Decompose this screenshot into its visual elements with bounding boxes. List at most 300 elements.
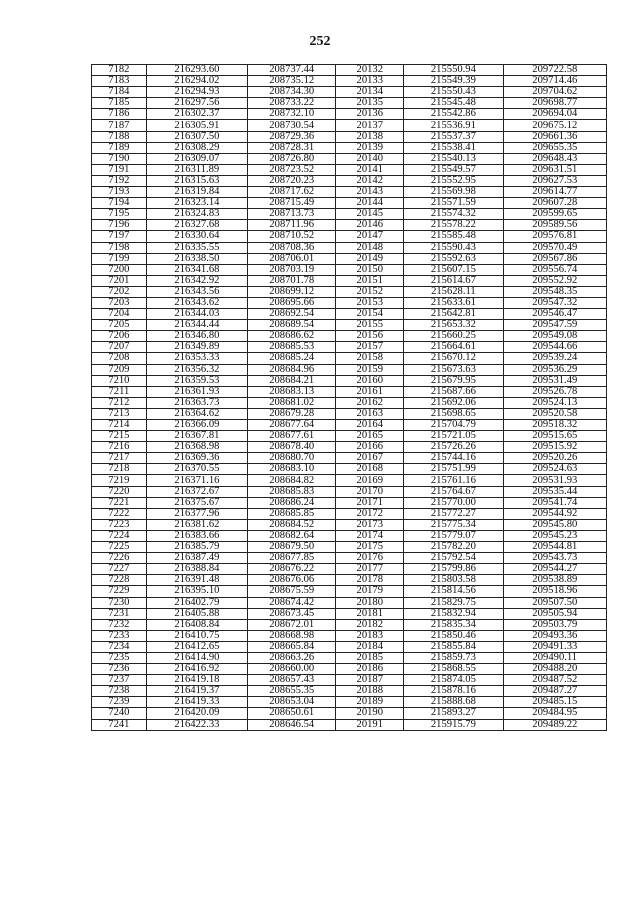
cell-y-coord-right: 209589.56 xyxy=(503,220,606,231)
cell-point-id-left: 7240 xyxy=(92,708,147,719)
table-row xyxy=(92,231,607,242)
table-row xyxy=(92,530,607,541)
cell-point-id-right: 20190 xyxy=(336,708,404,719)
table-row xyxy=(92,198,607,209)
cell-x-coord-right: 215698.65 xyxy=(404,408,503,419)
cell-x-coord-right: 215590.43 xyxy=(404,242,503,253)
cell-point-id-left: 7214 xyxy=(92,420,147,431)
cell-x-coord-right: 215607.15 xyxy=(404,264,503,275)
cell-x-coord-right: 215726.26 xyxy=(404,442,503,453)
cell-y-coord-right: 209614.77 xyxy=(503,187,606,198)
cell-x-coord-left: 216338.50 xyxy=(146,253,247,264)
cell-y-coord-left: 208676.22 xyxy=(248,564,336,575)
cell-y-coord-left: 208681.02 xyxy=(248,397,336,408)
cell-y-coord-left: 208723.52 xyxy=(248,164,336,175)
cell-x-coord-right: 215642.81 xyxy=(404,309,503,320)
cell-x-coord-left: 216419.37 xyxy=(146,686,247,697)
cell-point-id-left: 7229 xyxy=(92,586,147,597)
cell-y-coord-right: 209545.80 xyxy=(503,519,606,530)
cell-y-coord-right: 209526.78 xyxy=(503,386,606,397)
cell-point-id-left: 7207 xyxy=(92,342,147,353)
cell-point-id-right: 20179 xyxy=(336,586,404,597)
cell-x-coord-left: 216366.09 xyxy=(146,420,247,431)
cell-x-coord-left: 216402.79 xyxy=(146,597,247,608)
cell-point-id-right: 20163 xyxy=(336,408,404,419)
cell-y-coord-right: 209631.51 xyxy=(503,164,606,175)
cell-x-coord-left: 216419.18 xyxy=(146,675,247,686)
table-row xyxy=(92,608,607,619)
cell-y-coord-right: 209567.86 xyxy=(503,253,606,264)
cell-point-id-right: 20132 xyxy=(336,65,404,76)
cell-x-coord-right: 215835.34 xyxy=(404,619,503,630)
cell-point-id-left: 7202 xyxy=(92,286,147,297)
cell-y-coord-left: 208734.30 xyxy=(248,87,336,98)
cell-point-id-left: 7231 xyxy=(92,608,147,619)
table-row xyxy=(92,619,607,630)
cell-x-coord-left: 216327.68 xyxy=(146,220,247,231)
table-row xyxy=(92,630,607,641)
cell-x-coord-left: 216410.75 xyxy=(146,630,247,641)
cell-point-id-right: 20174 xyxy=(336,530,404,541)
cell-y-coord-right: 209545.23 xyxy=(503,530,606,541)
cell-point-id-right: 20183 xyxy=(336,630,404,641)
cell-point-id-right: 20153 xyxy=(336,297,404,308)
cell-y-coord-left: 208683.13 xyxy=(248,386,336,397)
cell-x-coord-left: 216375.67 xyxy=(146,497,247,508)
cell-x-coord-right: 215540.13 xyxy=(404,153,503,164)
cell-y-coord-left: 208668.98 xyxy=(248,630,336,641)
table-row xyxy=(92,597,607,608)
cell-point-id-left: 7209 xyxy=(92,364,147,375)
table-row xyxy=(92,120,607,131)
cell-x-coord-left: 216344.03 xyxy=(146,309,247,320)
cell-x-coord-right: 215792.54 xyxy=(404,553,503,564)
table-row xyxy=(92,586,607,597)
cell-x-coord-left: 216391.48 xyxy=(146,575,247,586)
cell-y-coord-right: 209698.77 xyxy=(503,98,606,109)
cell-point-id-left: 7234 xyxy=(92,641,147,652)
cell-point-id-right: 20157 xyxy=(336,342,404,353)
cell-point-id-left: 7189 xyxy=(92,142,147,153)
table-row xyxy=(92,342,607,353)
cell-point-id-left: 7197 xyxy=(92,231,147,242)
cell-y-coord-right: 209547.59 xyxy=(503,320,606,331)
cell-point-id-left: 7196 xyxy=(92,220,147,231)
cell-y-coord-right: 209490.11 xyxy=(503,652,606,663)
cell-x-coord-right: 215878.16 xyxy=(404,686,503,697)
table-row xyxy=(92,353,607,364)
cell-x-coord-right: 215888.68 xyxy=(404,697,503,708)
cell-x-coord-right: 215803.58 xyxy=(404,575,503,586)
cell-x-coord-right: 215664.61 xyxy=(404,342,503,353)
cell-y-coord-left: 208674.42 xyxy=(248,597,336,608)
cell-x-coord-right: 215772.27 xyxy=(404,508,503,519)
cell-x-coord-left: 216383.66 xyxy=(146,530,247,541)
cell-point-id-left: 7216 xyxy=(92,442,147,453)
cell-point-id-right: 20176 xyxy=(336,553,404,564)
cell-y-coord-left: 208673.45 xyxy=(248,608,336,619)
cell-point-id-right: 20147 xyxy=(336,231,404,242)
cell-point-id-left: 7201 xyxy=(92,275,147,286)
cell-point-id-right: 20169 xyxy=(336,475,404,486)
cell-y-coord-left: 208679.50 xyxy=(248,542,336,553)
cell-x-coord-right: 215660.25 xyxy=(404,331,503,342)
cell-x-coord-left: 216308.29 xyxy=(146,142,247,153)
cell-point-id-left: 7208 xyxy=(92,353,147,364)
cell-point-id-left: 7186 xyxy=(92,109,147,120)
cell-x-coord-right: 215859.73 xyxy=(404,652,503,663)
table-row xyxy=(92,275,607,286)
cell-x-coord-left: 216361.93 xyxy=(146,386,247,397)
cell-point-id-right: 20175 xyxy=(336,542,404,553)
cell-y-coord-left: 208708.36 xyxy=(248,242,336,253)
cell-point-id-right: 20159 xyxy=(336,364,404,375)
cell-x-coord-left: 216319.84 xyxy=(146,187,247,198)
cell-y-coord-right: 209627.53 xyxy=(503,175,606,186)
cell-point-id-right: 20168 xyxy=(336,464,404,475)
cell-x-coord-left: 216420.09 xyxy=(146,708,247,719)
cell-x-coord-right: 215868.55 xyxy=(404,664,503,675)
cell-point-id-right: 20144 xyxy=(336,198,404,209)
cell-point-id-right: 20165 xyxy=(336,431,404,442)
table-row xyxy=(92,264,607,275)
cell-x-coord-left: 216305.91 xyxy=(146,120,247,131)
table-row xyxy=(92,431,607,442)
cell-y-coord-right: 209556.74 xyxy=(503,264,606,275)
cell-x-coord-right: 215550.43 xyxy=(404,87,503,98)
cell-point-id-left: 7217 xyxy=(92,453,147,464)
cell-y-coord-right: 209570.49 xyxy=(503,242,606,253)
cell-point-id-right: 20142 xyxy=(336,175,404,186)
cell-y-coord-right: 209547.32 xyxy=(503,297,606,308)
cell-x-coord-right: 215542.86 xyxy=(404,109,503,120)
cell-y-coord-right: 209535.44 xyxy=(503,486,606,497)
cell-y-coord-right: 209493.36 xyxy=(503,630,606,641)
table-row xyxy=(92,553,607,564)
cell-y-coord-right: 209487.27 xyxy=(503,686,606,697)
cell-point-id-right: 20178 xyxy=(336,575,404,586)
cell-x-coord-right: 215751.99 xyxy=(404,464,503,475)
table-row xyxy=(92,65,607,76)
cell-x-coord-left: 216344.44 xyxy=(146,320,247,331)
cell-x-coord-left: 216371.16 xyxy=(146,475,247,486)
coordinate-table xyxy=(91,64,607,731)
cell-x-coord-right: 215814.56 xyxy=(404,586,503,597)
table-body xyxy=(92,65,607,731)
cell-y-coord-right: 209524.63 xyxy=(503,464,606,475)
cell-point-id-left: 7195 xyxy=(92,209,147,220)
cell-x-coord-left: 216387.49 xyxy=(146,553,247,564)
cell-y-coord-left: 208711.96 xyxy=(248,220,336,231)
table-row xyxy=(92,131,607,142)
cell-y-coord-left: 208717.62 xyxy=(248,187,336,198)
cell-point-id-right: 20148 xyxy=(336,242,404,253)
cell-x-coord-right: 215764.67 xyxy=(404,486,503,497)
cell-point-id-left: 7239 xyxy=(92,697,147,708)
table-row xyxy=(92,220,607,231)
cell-x-coord-right: 215571.59 xyxy=(404,198,503,209)
cell-point-id-right: 20167 xyxy=(336,453,404,464)
cell-point-id-right: 20171 xyxy=(336,497,404,508)
cell-y-coord-left: 208683.10 xyxy=(248,464,336,475)
cell-point-id-right: 20151 xyxy=(336,275,404,286)
cell-x-coord-right: 215578.22 xyxy=(404,220,503,231)
cell-x-coord-left: 216422.33 xyxy=(146,719,247,730)
cell-y-coord-left: 208684.96 xyxy=(248,364,336,375)
cell-point-id-left: 7241 xyxy=(92,719,147,730)
cell-point-id-left: 7220 xyxy=(92,486,147,497)
cell-y-coord-left: 208703.19 xyxy=(248,264,336,275)
table-row xyxy=(92,320,607,331)
cell-point-id-left: 7224 xyxy=(92,530,147,541)
cell-y-coord-right: 209491.33 xyxy=(503,641,606,652)
table-row xyxy=(92,331,607,342)
cell-x-coord-left: 216346.80 xyxy=(146,331,247,342)
cell-x-coord-right: 215628.11 xyxy=(404,286,503,297)
cell-y-coord-left: 208677.85 xyxy=(248,553,336,564)
cell-point-id-left: 7184 xyxy=(92,87,147,98)
cell-point-id-left: 7203 xyxy=(92,297,147,308)
cell-point-id-right: 20138 xyxy=(336,131,404,142)
cell-point-id-left: 7210 xyxy=(92,375,147,386)
table-row xyxy=(92,664,607,675)
cell-point-id-left: 7225 xyxy=(92,542,147,553)
table-row xyxy=(92,364,607,375)
cell-y-coord-right: 209544.66 xyxy=(503,342,606,353)
cell-point-id-left: 7193 xyxy=(92,187,147,198)
table-row xyxy=(92,575,607,586)
cell-point-id-right: 20181 xyxy=(336,608,404,619)
cell-x-coord-right: 215832.94 xyxy=(404,608,503,619)
cell-point-id-right: 20187 xyxy=(336,675,404,686)
cell-point-id-left: 7226 xyxy=(92,553,147,564)
table-row xyxy=(92,497,607,508)
cell-point-id-left: 7211 xyxy=(92,386,147,397)
cell-y-coord-left: 208682.64 xyxy=(248,530,336,541)
cell-x-coord-right: 215670.12 xyxy=(404,353,503,364)
cell-y-coord-right: 209503.79 xyxy=(503,619,606,630)
cell-x-coord-left: 216335.55 xyxy=(146,242,247,253)
cell-y-coord-right: 209541.74 xyxy=(503,497,606,508)
cell-x-coord-right: 215585.48 xyxy=(404,231,503,242)
cell-y-coord-left: 208685.24 xyxy=(248,353,336,364)
cell-point-id-right: 20143 xyxy=(336,187,404,198)
cell-x-coord-left: 216297.56 xyxy=(146,98,247,109)
cell-y-coord-right: 209520.58 xyxy=(503,408,606,419)
cell-point-id-left: 7192 xyxy=(92,175,147,186)
cell-y-coord-right: 209518.96 xyxy=(503,586,606,597)
table-row xyxy=(92,420,607,431)
cell-point-id-left: 7183 xyxy=(92,76,147,87)
cell-point-id-left: 7228 xyxy=(92,575,147,586)
cell-y-coord-left: 208679.28 xyxy=(248,408,336,419)
cell-y-coord-left: 208737.44 xyxy=(248,65,336,76)
cell-y-coord-right: 209485.15 xyxy=(503,697,606,708)
cell-y-coord-left: 208735.12 xyxy=(248,76,336,87)
cell-point-id-left: 7190 xyxy=(92,153,147,164)
cell-x-coord-right: 215537.37 xyxy=(404,131,503,142)
cell-point-id-right: 20137 xyxy=(336,120,404,131)
cell-point-id-right: 20146 xyxy=(336,220,404,231)
cell-y-coord-left: 208684.52 xyxy=(248,519,336,530)
cell-point-id-left: 7194 xyxy=(92,198,147,209)
cell-x-coord-right: 215744.16 xyxy=(404,453,503,464)
cell-y-coord-right: 209661.36 xyxy=(503,131,606,142)
cell-y-coord-left: 208730.54 xyxy=(248,120,336,131)
cell-x-coord-right: 215574.32 xyxy=(404,209,503,220)
table-row xyxy=(92,652,607,663)
cell-point-id-left: 7237 xyxy=(92,675,147,686)
table-row xyxy=(92,153,607,164)
cell-x-coord-left: 216408.84 xyxy=(146,619,247,630)
cell-x-coord-left: 216419.33 xyxy=(146,697,247,708)
cell-x-coord-left: 216294.93 xyxy=(146,87,247,98)
cell-point-id-right: 20154 xyxy=(336,309,404,320)
cell-y-coord-left: 208657.43 xyxy=(248,675,336,686)
cell-x-coord-left: 216377.96 xyxy=(146,508,247,519)
cell-y-coord-left: 208692.54 xyxy=(248,309,336,320)
cell-y-coord-left: 208684.82 xyxy=(248,475,336,486)
cell-x-coord-left: 216395.10 xyxy=(146,586,247,597)
table-row xyxy=(92,175,607,186)
table-row xyxy=(92,508,607,519)
cell-y-coord-right: 209704.62 xyxy=(503,87,606,98)
cell-y-coord-right: 209515.92 xyxy=(503,442,606,453)
cell-y-coord-left: 208695.66 xyxy=(248,297,336,308)
table-row xyxy=(92,697,607,708)
cell-y-coord-left: 208710.52 xyxy=(248,231,336,242)
cell-y-coord-right: 209484.95 xyxy=(503,708,606,719)
table-row xyxy=(92,242,607,253)
cell-y-coord-left: 208733.22 xyxy=(248,98,336,109)
cell-point-id-right: 20188 xyxy=(336,686,404,697)
cell-x-coord-left: 216343.56 xyxy=(146,286,247,297)
cell-point-id-left: 7205 xyxy=(92,320,147,331)
cell-x-coord-left: 216388.84 xyxy=(146,564,247,575)
cell-point-id-left: 7230 xyxy=(92,597,147,608)
cell-point-id-left: 7200 xyxy=(92,264,147,275)
cell-y-coord-left: 208699.12 xyxy=(248,286,336,297)
cell-point-id-left: 7182 xyxy=(92,65,147,76)
cell-point-id-right: 20161 xyxy=(336,386,404,397)
cell-point-id-left: 7187 xyxy=(92,120,147,131)
cell-x-coord-left: 216368.98 xyxy=(146,442,247,453)
table-row xyxy=(92,464,607,475)
cell-y-coord-left: 208701.78 xyxy=(248,275,336,286)
cell-point-id-right: 20166 xyxy=(336,442,404,453)
cell-point-id-left: 7223 xyxy=(92,519,147,530)
cell-y-coord-left: 208728.31 xyxy=(248,142,336,153)
table-row xyxy=(92,564,607,575)
cell-y-coord-right: 209531.93 xyxy=(503,475,606,486)
cell-x-coord-right: 215687.66 xyxy=(404,386,503,397)
cell-point-id-right: 20182 xyxy=(336,619,404,630)
cell-point-id-right: 20173 xyxy=(336,519,404,530)
cell-point-id-left: 7198 xyxy=(92,242,147,253)
cell-y-coord-left: 208720.23 xyxy=(248,175,336,186)
cell-y-coord-left: 208686.24 xyxy=(248,497,336,508)
table-row xyxy=(92,408,607,419)
cell-point-id-left: 7235 xyxy=(92,652,147,663)
cell-x-coord-right: 215855.84 xyxy=(404,641,503,652)
cell-point-id-right: 20170 xyxy=(336,486,404,497)
cell-x-coord-left: 216311.89 xyxy=(146,164,247,175)
cell-y-coord-right: 209505.94 xyxy=(503,608,606,619)
cell-x-coord-right: 215692.06 xyxy=(404,397,503,408)
table-row xyxy=(92,142,607,153)
cell-y-coord-right: 209507.50 xyxy=(503,597,606,608)
cell-point-id-right: 20162 xyxy=(336,397,404,408)
cell-x-coord-right: 215893.27 xyxy=(404,708,503,719)
table-row xyxy=(92,87,607,98)
table-row xyxy=(92,109,607,120)
cell-y-coord-left: 208685.85 xyxy=(248,508,336,519)
cell-x-coord-left: 216356.32 xyxy=(146,364,247,375)
cell-point-id-left: 7221 xyxy=(92,497,147,508)
cell-point-id-right: 20136 xyxy=(336,109,404,120)
cell-y-coord-right: 209488.20 xyxy=(503,664,606,675)
cell-y-coord-right: 209515.65 xyxy=(503,431,606,442)
cell-x-coord-left: 216302.37 xyxy=(146,109,247,120)
page-number: 252 xyxy=(309,34,331,49)
cell-y-coord-right: 209536.29 xyxy=(503,364,606,375)
cell-x-coord-left: 216342.92 xyxy=(146,275,247,286)
cell-point-id-right: 20180 xyxy=(336,597,404,608)
cell-y-coord-left: 208680.70 xyxy=(248,453,336,464)
cell-x-coord-right: 215761.16 xyxy=(404,475,503,486)
cell-y-coord-right: 209722.58 xyxy=(503,65,606,76)
table-row xyxy=(92,164,607,175)
cell-point-id-left: 7218 xyxy=(92,464,147,475)
cell-y-coord-left: 208650.61 xyxy=(248,708,336,719)
cell-point-id-left: 7215 xyxy=(92,431,147,442)
cell-point-id-left: 7227 xyxy=(92,564,147,575)
table-row xyxy=(92,397,607,408)
cell-x-coord-left: 216341.68 xyxy=(146,264,247,275)
cell-x-coord-left: 216343.62 xyxy=(146,297,247,308)
cell-point-id-right: 20139 xyxy=(336,142,404,153)
cell-x-coord-left: 216412.65 xyxy=(146,641,247,652)
cell-x-coord-right: 215569.98 xyxy=(404,187,503,198)
cell-y-coord-left: 208685.53 xyxy=(248,342,336,353)
table-row xyxy=(92,675,607,686)
table-row xyxy=(92,686,607,697)
cell-point-id-left: 7233 xyxy=(92,630,147,641)
cell-x-coord-left: 216309.07 xyxy=(146,153,247,164)
cell-x-coord-left: 216364.62 xyxy=(146,408,247,419)
cell-x-coord-right: 215721.05 xyxy=(404,431,503,442)
cell-x-coord-right: 215538.41 xyxy=(404,142,503,153)
cell-x-coord-right: 215779.07 xyxy=(404,530,503,541)
cell-x-coord-right: 215549.57 xyxy=(404,164,503,175)
cell-point-id-right: 20133 xyxy=(336,76,404,87)
table-row xyxy=(92,286,607,297)
cell-point-id-right: 20150 xyxy=(336,264,404,275)
cell-point-id-left: 7185 xyxy=(92,98,147,109)
cell-y-coord-left: 208713.73 xyxy=(248,209,336,220)
cell-x-coord-right: 215850.46 xyxy=(404,630,503,641)
cell-y-coord-right: 209539.24 xyxy=(503,353,606,364)
cell-x-coord-right: 215770.00 xyxy=(404,497,503,508)
cell-x-coord-right: 215874.05 xyxy=(404,675,503,686)
cell-point-id-right: 20185 xyxy=(336,652,404,663)
cell-y-coord-right: 209544.92 xyxy=(503,508,606,519)
cell-y-coord-left: 208715.49 xyxy=(248,198,336,209)
cell-point-id-left: 7238 xyxy=(92,686,147,697)
cell-point-id-left: 7199 xyxy=(92,253,147,264)
cell-point-id-left: 7212 xyxy=(92,397,147,408)
cell-point-id-right: 20184 xyxy=(336,641,404,652)
